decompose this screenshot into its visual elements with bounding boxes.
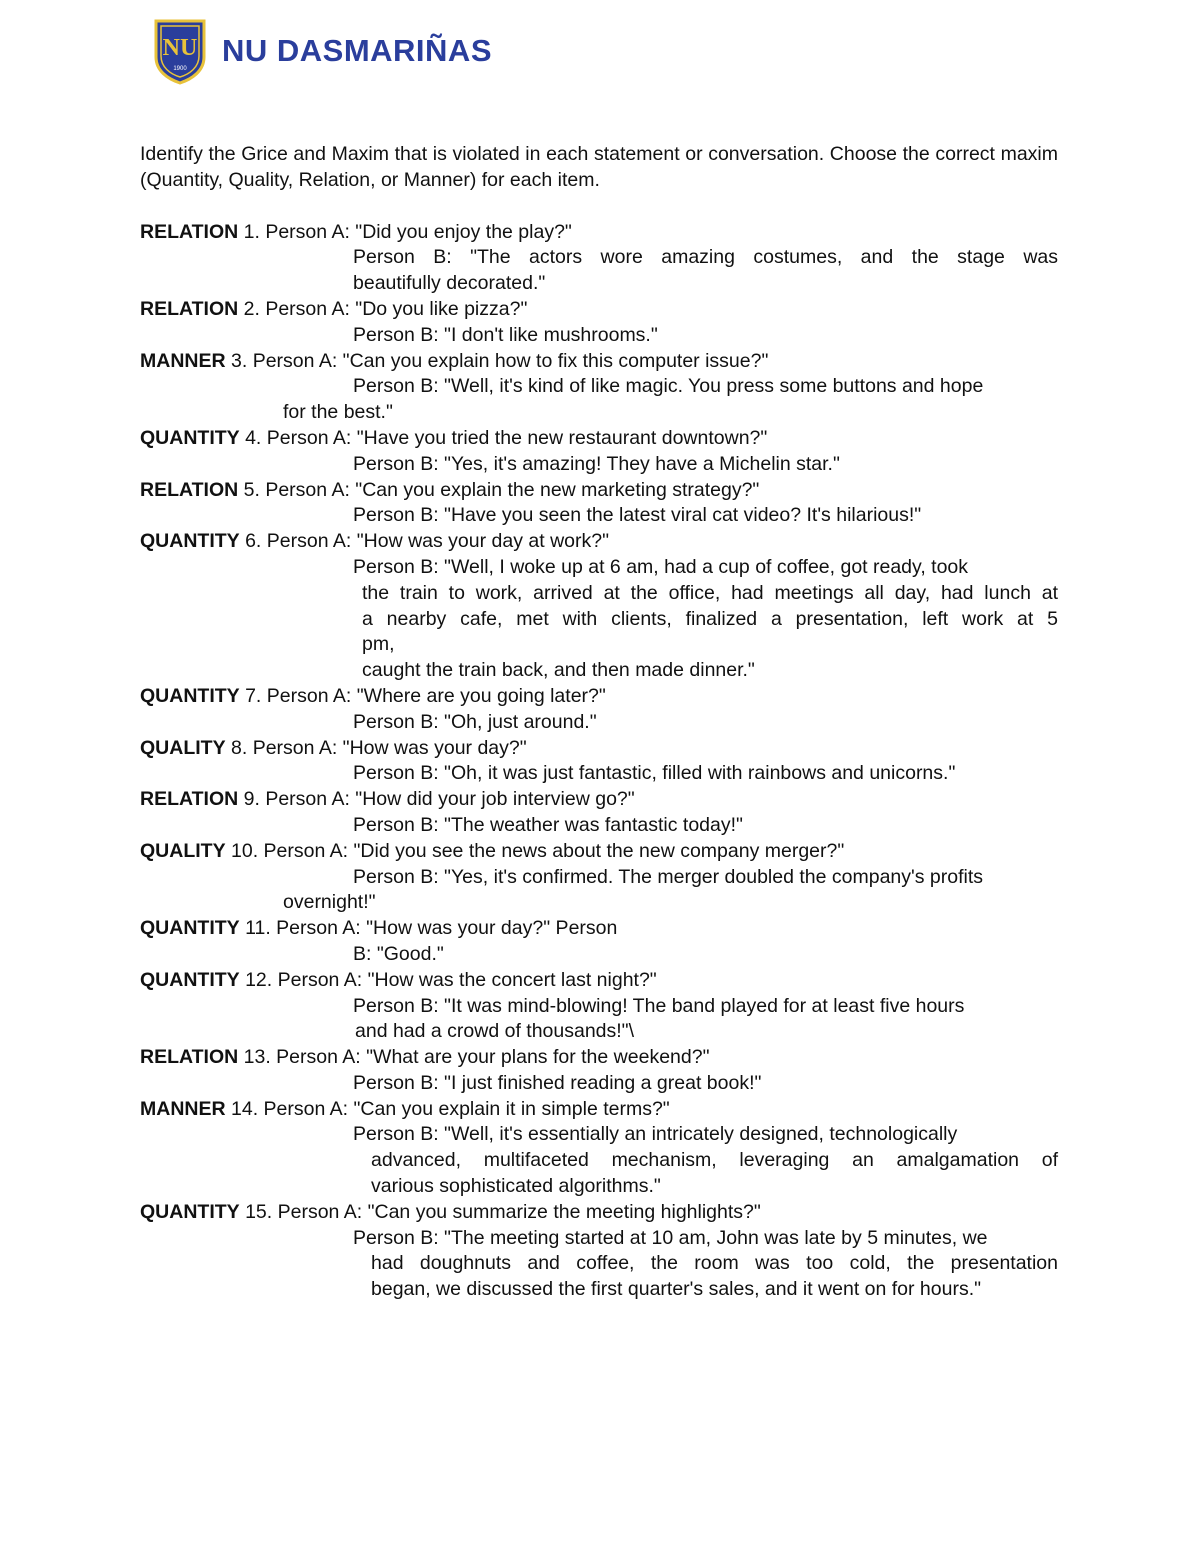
person-b-line: Person B: "The actors wore amazing costumes, and the stage was (353, 246, 1058, 269)
answer-label: QUANTITY (140, 684, 240, 707)
person-b-line: the train to work, arrived at the office, had meetings all day, had lunch at (362, 581, 1058, 604)
person-a-line: 5. Person A: "Can you explain the new marketing strategy?" (238, 478, 760, 501)
person-b-line: for the best." (283, 401, 393, 424)
item-9-a (140, 787, 1058, 813)
person-b-line: beautifully decorated." (353, 272, 546, 295)
answer-label: RELATION (140, 297, 239, 320)
item-11-a (140, 916, 1058, 942)
nu-shield-logo-icon (152, 17, 208, 85)
person-b-line: Person B: "Yes, it's confirmed. The merger doubled the company's profits (353, 865, 984, 888)
person-b-line: Person B: "Well, it's kind of like magic. You press some buttons and hope (353, 375, 984, 398)
person-a-line: 2. Person A: "Do you like pizza?" (238, 297, 528, 320)
item-15-a (140, 1200, 1058, 1226)
person-a-line: 13. Person A: "What are your plans for the weekend?" (238, 1046, 710, 1069)
answer-label: RELATION (140, 788, 239, 811)
answer-label: MANNER (140, 1097, 226, 1120)
person-a-line: 3. Person A: "Can you explain how to fix this computer issue?" (225, 349, 769, 372)
item-6-a (140, 529, 1058, 555)
item-14-a (140, 1097, 1058, 1123)
answer-label: RELATION (140, 220, 239, 243)
person-b-line: overnight!" (283, 891, 376, 914)
person-a-line: 9. Person A: "How did your job interview go?" (238, 788, 635, 811)
item-2-a (140, 297, 1058, 323)
item-7-a (140, 684, 1058, 710)
person-b-line: Person B: "Have you seen the latest viral cat video? It's hilarious!" (353, 504, 922, 527)
person-b-line: Person B: "It was mind-blowing! The band played for at least five hours (353, 994, 965, 1017)
person-a-line: 6. Person A: "How was your day at work?" (239, 530, 610, 553)
person-a-line: 7. Person A: "Where are you going later?" (239, 684, 606, 707)
item-10-a (140, 839, 1058, 865)
person-b-line: Person B: "Oh, it was just fantastic, filled with rainbows and unicorns." (353, 762, 956, 785)
person-b-line: Person B: "Well, I woke up at 6 am, had a cup of coffee, got ready, took (353, 555, 969, 578)
item-1-b (140, 245, 1058, 297)
person-a-line: 14. Person A: "Can you explain it in simple terms?" (225, 1097, 670, 1120)
answer-label: QUANTITY (140, 968, 240, 991)
person-b-line: Person B: "The weather was fantastic today!" (353, 813, 743, 836)
answer-label: QUANTITY (140, 426, 240, 449)
answer-label: MANNER (140, 349, 226, 372)
person-b-line: advanced, multifaceted mechanism, leveraging an amalgamation of (371, 1149, 1058, 1172)
person-b-line: B: "Good." (353, 942, 444, 965)
answer-label: RELATION (140, 1046, 239, 1069)
item-3-a (140, 349, 1058, 375)
person-b-line: Person B: "I don't like mushrooms." (353, 323, 658, 346)
person-a-line: 15. Person A: "Can you summarize the meeting highlights?" (239, 1200, 761, 1223)
person-b-line: Person B: "Well, it's essentially an intricately designed, technologically (353, 1123, 958, 1146)
brand-name: NU DASMARIÑAS (222, 33, 492, 68)
item-8-a (140, 736, 1058, 762)
person-b-line: and had a crowd of thousands!"\ (355, 1020, 635, 1043)
worksheet-body (140, 142, 1058, 1303)
answer-label: QUANTITY (140, 917, 240, 940)
person-b-line: had doughnuts and coffee, the room was too cold, the presentation (371, 1252, 1058, 1275)
answer-label: QUANTITY (140, 530, 240, 553)
item-4-a (140, 426, 1058, 452)
answer-label: QUALITY (140, 736, 226, 759)
person-b-line: began, we discussed the first quarter's sales, and it went on for hours." (371, 1278, 982, 1301)
logo-monogram: NU (162, 35, 198, 61)
person-a-line: 12. Person A: "How was the concert last night?" (239, 968, 657, 991)
person-a-line: 1. Person A: "Did you enjoy the play?" (238, 220, 572, 243)
person-a-line: 11. Person A: "How was your day?" Person (239, 917, 618, 940)
item-5-a (140, 478, 1058, 504)
person-b-line: Person B: "Yes, it's amazing! They have a Michelin star." (353, 452, 840, 475)
answer-label: QUANTITY (140, 1200, 240, 1223)
person-b-line: Person B: "I just finished reading a great book!" (353, 1071, 762, 1094)
person-b-line: a nearby cafe, met with clients, finalized a presentation, left work at 5 (362, 607, 1058, 630)
page-header (152, 16, 492, 86)
answer-label: RELATION (140, 478, 239, 501)
item-1-a (140, 220, 1058, 246)
person-b-line: Person B: "The meeting started at 10 am, John was late by 5 minutes, we (353, 1226, 988, 1249)
person-b-line: caught the train back, and then made dinner." (362, 659, 755, 682)
person-b-line: pm, (362, 633, 395, 656)
instructions: Identify the Grice and Maxim that is violated in each statement or conversation. Choose the correct maxim (Quantity, Quality, Relation, or Manner) for each item. (140, 143, 1058, 191)
answer-label: QUALITY (140, 839, 226, 862)
logo-year: 1900 (173, 66, 187, 72)
person-a-line: 10. Person A: "Did you see the news about the new company merger?" (225, 839, 845, 862)
item-13-a (140, 1045, 1058, 1071)
person-a-line: 4. Person A: "Have you tried the new restaurant downtown?" (239, 426, 768, 449)
person-b-line: various sophisticated algorithms." (371, 1175, 661, 1198)
person-a-line: 8. Person A: "How was your day?" (225, 736, 527, 759)
item-12-a (140, 968, 1058, 994)
person-b-line: Person B: "Oh, just around." (353, 710, 597, 733)
